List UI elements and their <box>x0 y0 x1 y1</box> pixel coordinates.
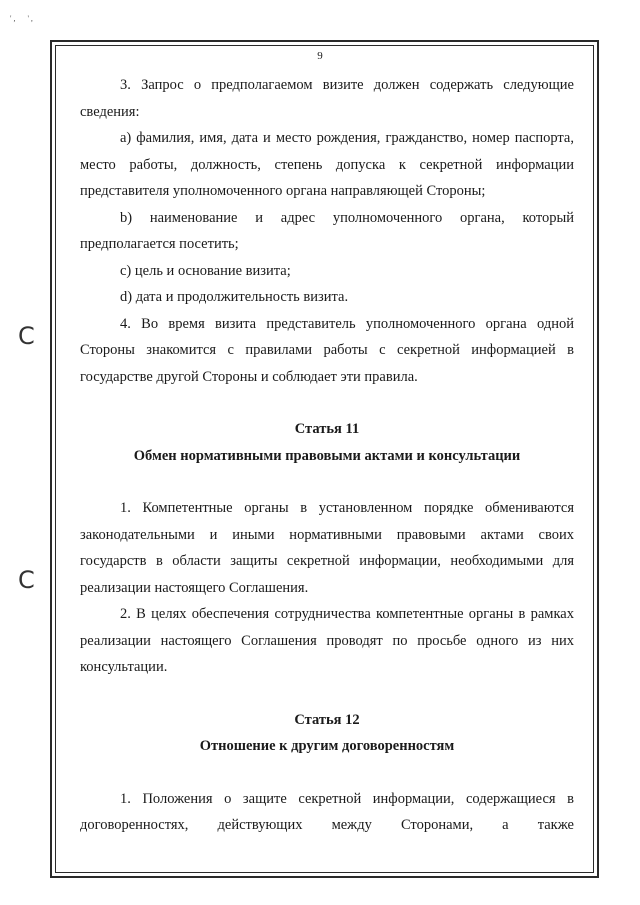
paragraph: 3. Запрос о предполагаемом визите должен содержать следующие сведения: <box>80 77 574 120</box>
spacer <box>80 681 574 707</box>
paragraph: c) цель и основание визита; <box>120 262 291 279</box>
binder-hole-mark: C <box>18 566 35 594</box>
binder-hole-mark: C <box>18 322 35 350</box>
document-body <box>80 72 574 839</box>
article-title: Обмен нормативными правовыми актами и консультации <box>133 447 521 464</box>
paragraph: b) наименование и адрес уполномоченного органа, который предполагается посетить; <box>80 209 574 252</box>
article-title: Отношение к другим договоренностям <box>199 738 455 754</box>
paragraph: 2. В целях обеспечения сотрудничества компетентные органы в рамках реализации настоящего Соглашения проводят по просьбе одного из них консультации. <box>80 606 574 675</box>
page-number: 9 <box>317 50 323 62</box>
paragraph: d) дата и продолжительность визита. <box>120 289 349 305</box>
paragraph: 1. Компетентные органы в установленном порядке обмениваются законодательными и иными нормативными правовыми актами своих государств в области защиты секретной информации, необходимыми для реализации настоящего Соглашения. <box>80 500 574 596</box>
paragraph: 1. Положения о защите секретной информации, содержащиеся в договоренностях, действующих между Сторонами, а также <box>80 790 574 833</box>
paragraph: а) фамилия, имя, дата и место рождения, гражданство, номер паспорта, место работы, должность, степень допуска к секретной информации представителя уполномоченного органа направляющей Стороны; <box>80 130 574 199</box>
article-number: Статья 11 <box>294 421 360 437</box>
spacer <box>80 760 574 786</box>
paragraph: 4. Во время визита представитель уполномоченного органа одной Стороны знакомится с правилами работы с секретной информацией в государстве другой Стороны и соблюдает эти правила. <box>80 315 574 385</box>
scan-speck: ' , ' , <box>10 14 33 23</box>
spacer <box>80 390 574 416</box>
spacer <box>80 469 574 495</box>
article-number: Статья 12 <box>294 711 360 728</box>
